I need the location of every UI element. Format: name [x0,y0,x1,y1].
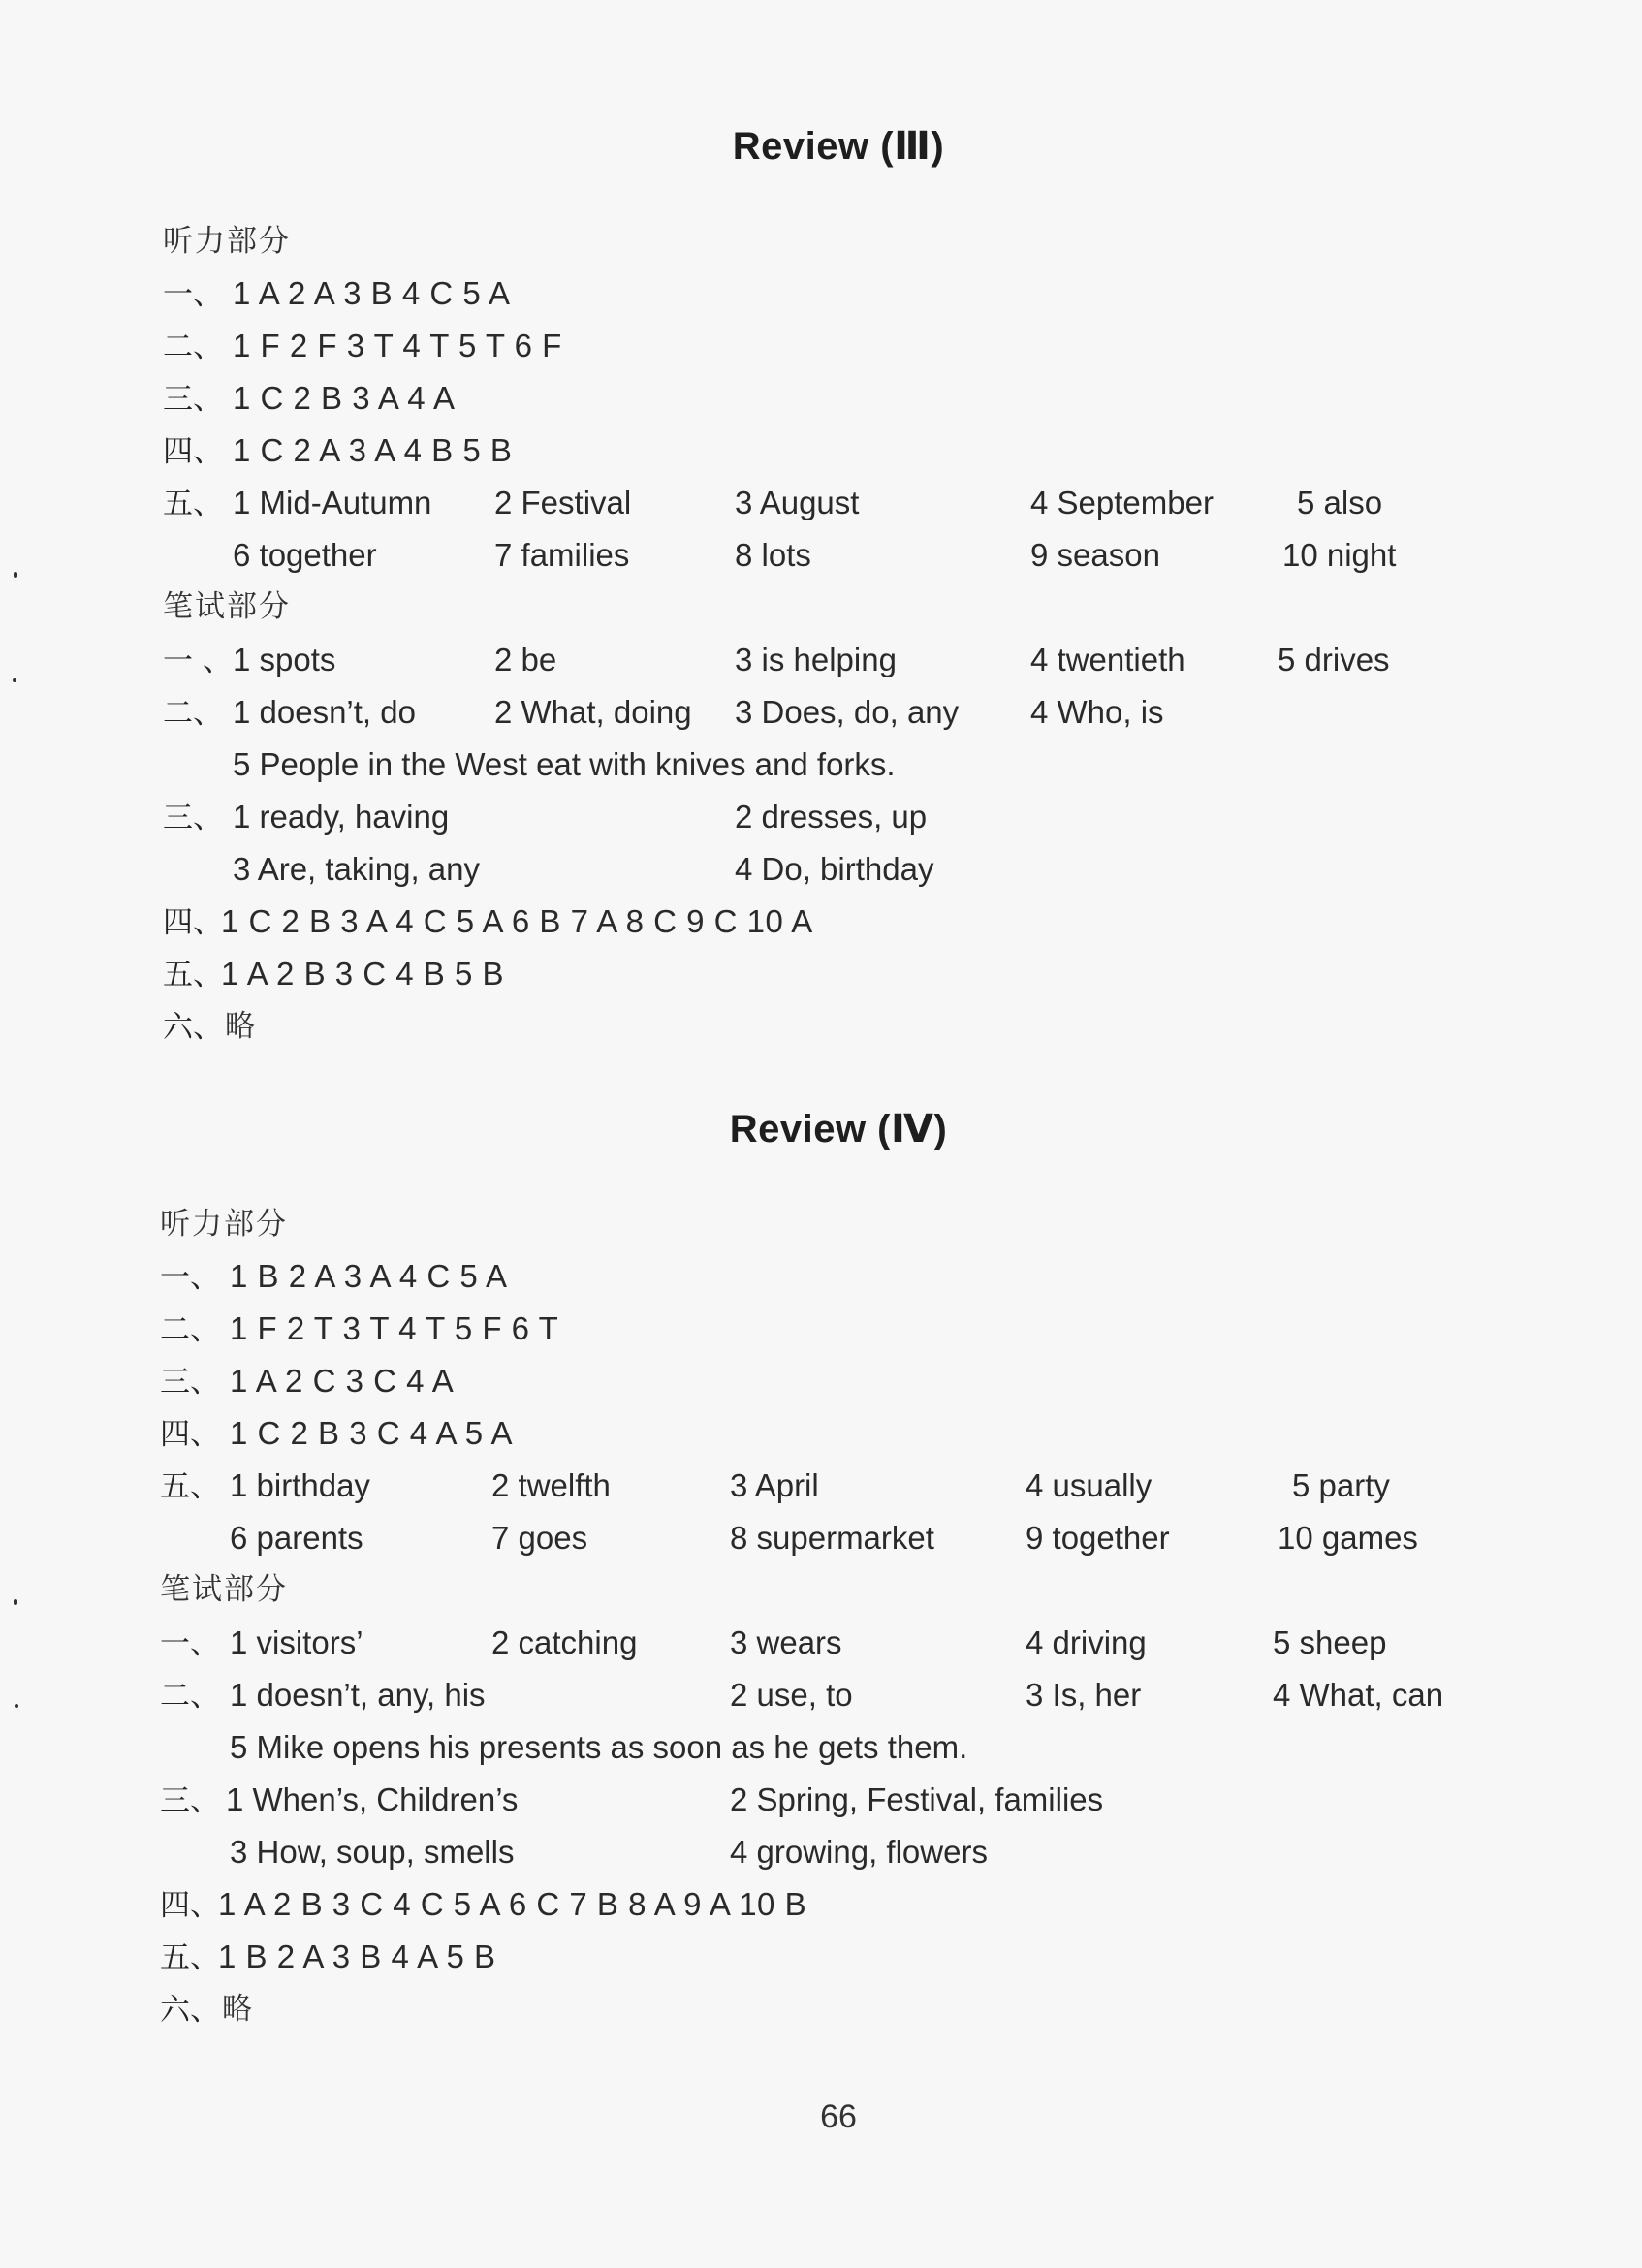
review-3-listening-section-3 [163,376,456,421]
answer-item: 5 sheep [1273,1624,1387,1660]
answer-item: 4 Do, birthday [735,851,934,887]
section-number: 三、 [160,1783,220,1818]
answer-item: 1 ready, having [233,799,450,835]
section-number: 四、 [163,905,223,940]
answer-item: 9 season [1030,537,1160,573]
section-number: 三、 [163,382,223,417]
answer-item: 5 party [1292,1467,1390,1503]
section-number: 二、 [163,696,223,731]
answer-item: 3 April [730,1467,819,1503]
answer-item: 2 dresses, up [735,799,928,835]
review-4-written-section-2-sentence: 5 Mike opens his presents as soon as he gets them. [230,1729,968,1765]
answers: 1 B 2 A 3 A 4 C 5 A [230,1258,508,1294]
review-4-listening-section-3 [160,1359,455,1403]
answer-item: 8 supermarket [730,1520,934,1556]
answer-item: 3 Does, do, any [735,694,960,730]
answers: 1 F 2 T 3 T 4 T 5 F 6 T [230,1310,559,1346]
answer-item: 6 parents [230,1520,363,1556]
section-number: 一、 [160,1260,220,1295]
review-4-written-section-1 [160,1621,1517,1665]
review-3-listening-section-1 [163,271,511,316]
section-number: 四、 [160,1417,220,1452]
answer-item: 2 catching [491,1624,638,1660]
answers: 1 C 2 A 3 A 4 B 5 B [233,432,513,468]
section-number: 四、 [163,434,223,469]
answer-item: 2 What, doing [494,694,692,730]
section-number: 三、 [163,801,223,835]
answer-item: 4 driving [1026,1624,1147,1660]
answer-item: 2 Festival [494,485,632,520]
section-number: 三、 [160,1365,220,1400]
section-number: 四、 [160,1888,220,1923]
answer-item: 4 Who, is [1030,694,1164,730]
answer-item: 4 usually [1026,1467,1153,1503]
review-3-title: Review (Ⅲ) [732,125,945,168]
answers: 1 C 2 B 3 A 4 A [233,380,456,416]
answer-item: 10 games [1278,1520,1418,1556]
answers: 1 A 2 C 3 C 4 A [230,1363,455,1399]
answer-item: 3 is helping [735,642,897,677]
section-number: 五、 [163,487,223,521]
review-3-listening-section-5 [163,481,1520,525]
answer-item: 5 also [1297,485,1383,520]
answer-item: 4 September [1030,485,1214,520]
answer-item: 6 together [233,537,377,573]
review-4-listening-section-4 [160,1411,514,1456]
section-number: 二、 [160,1679,220,1714]
answer-item: 2 Spring, Festival, families [730,1781,1104,1817]
answer-item: 2 use, to [730,1677,853,1713]
review-3-written-section-2 [163,690,1520,735]
answer-item: 1 doesn’t, do [233,694,416,730]
answer-item: 1 doesn’t, any, his [230,1677,486,1713]
review-3-written-section-5 [163,952,505,996]
review-3-written-section-3 [163,795,1520,839]
answer-item: 3 wears [730,1624,842,1660]
review-3-written-section-2-sentence: 5 People in the West eat with knives and forks. [233,746,896,782]
answer-item: 3 Is, her [1026,1677,1142,1713]
scan-speck [13,678,16,682]
review-4-listening-section-1 [160,1254,508,1299]
review-3-listening-section-2 [163,324,562,368]
answer-item: 8 lots [735,537,811,573]
review-4-listening-heading: 听力部分 [160,1207,288,1242]
review-3-written-section-6 [163,1004,257,1049]
answer-item: 2 twelfth [491,1467,611,1503]
review-4-written-section-3-row-2 [160,1830,1517,1874]
answer-item: 9 together [1026,1520,1170,1556]
section-number: 一 、 [163,644,233,678]
answer-item: 10 night [1282,537,1397,573]
review-4-title: Review (Ⅳ) [729,1108,948,1150]
review-3-listening-heading: 听力部分 [163,224,291,259]
answers: 1 A 2 B 3 C 4 C 5 A 6 C 7 B 8 A 9 A 10 B [218,1886,807,1922]
review-4-listening-section-5-row-2 [160,1516,1517,1560]
page-number: 66 [820,2098,857,2135]
answer-item: 5 drives [1278,642,1390,677]
section-number: 二、 [160,1312,220,1347]
answers: 1 B 2 A 3 B 4 A 5 B [218,1938,496,1974]
scan-speck [14,1599,17,1605]
section-number: 一、 [160,1626,220,1661]
answers: 1 A 2 A 3 B 4 C 5 A [233,275,511,311]
answer-item: 1 Mid-Autumn [233,485,432,520]
answer-item: 1 visitors’ [230,1624,363,1660]
scan-speck [14,572,17,578]
scan-speck [15,1704,18,1708]
review-3-listening-section-5-row-2 [163,533,1520,578]
section-number: 五、 [160,1469,220,1504]
answers: 1 A 2 B 3 C 4 B 5 B [221,956,505,992]
section-number: 二、 [163,330,223,364]
section-number: 五、 [160,1940,220,1975]
answer-item: 7 goes [491,1520,588,1556]
review-3-written-section-4 [163,899,813,944]
answer-item: 1 spots [233,642,336,677]
review-3-written-heading: 笔试部分 [163,589,291,624]
review-4-written-section-2 [160,1673,1517,1717]
section-number: 六、 [163,1010,223,1045]
answer-item: 1 When’s, Children’s [226,1781,519,1817]
answer-item: 4 twentieth [1030,642,1185,677]
review-4-written-section-5 [160,1935,496,1979]
review-3-listening-section-4 [163,428,513,473]
review-4-written-section-6 [160,1987,254,2032]
review-4-listening-section-2 [160,1307,559,1351]
answer-item: 4 What, can [1273,1677,1444,1713]
section-number: 六、 [160,1993,220,2028]
answer-item: 1 birthday [230,1467,370,1503]
review-4-written-heading: 笔试部分 [160,1572,288,1607]
review-4-listening-section-5 [160,1464,1517,1508]
answer-item: 2 be [494,642,557,677]
review-4-written-section-3 [160,1778,1517,1822]
review-4-written-section-4 [160,1882,807,1927]
answers: 1 C 2 B 3 A 4 C 5 A 6 B 7 A 8 C 9 C 10 A [221,903,813,939]
answer-item: 3 Are, taking, any [233,851,480,887]
answer-item: 3 August [735,485,860,520]
review-3-written-section-3-row-2 [163,847,1520,892]
answers: 1 C 2 B 3 C 4 A 5 A [230,1415,514,1451]
answer-item: 7 families [494,537,630,573]
answers: 略 [225,1009,257,1044]
answers: 略 [222,1992,254,2027]
answer-item: 4 growing, flowers [730,1834,988,1870]
section-number: 一、 [163,277,223,312]
section-number: 五、 [163,958,223,992]
review-3-written-section-1 [163,638,1520,682]
answer-item: 3 How, soup, smells [230,1834,515,1870]
answers: 1 F 2 F 3 T 4 T 5 T 6 F [233,328,562,363]
